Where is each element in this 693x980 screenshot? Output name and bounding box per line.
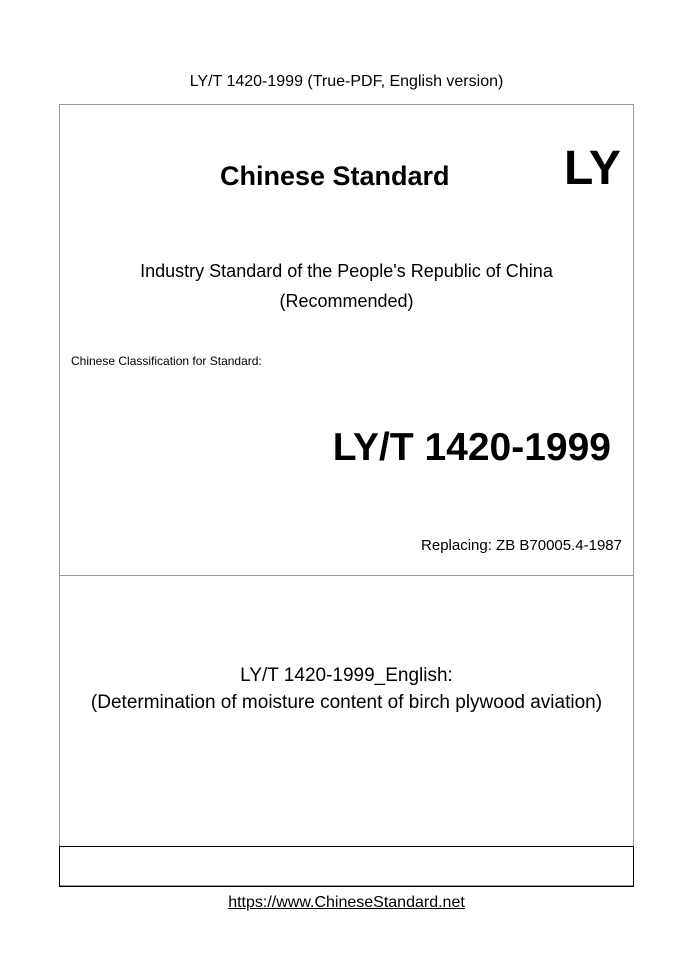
industry-standard-line: Industry Standard of the People's Republic of China bbox=[140, 261, 553, 281]
bottom-empty-box bbox=[59, 846, 634, 887]
english-title-section bbox=[60, 576, 633, 846]
cover-title: Chinese Standard bbox=[220, 161, 450, 191]
standard-number: LY/T 1420-1999 bbox=[332, 426, 611, 469]
document-header: LY/T 1420-1999 (True-PDF, English version) bbox=[189, 73, 504, 90]
replacing-note: Replacing: ZB B70005.4-1987 bbox=[421, 537, 622, 554]
website-link[interactable]: https://www.ChineseStandard.net bbox=[228, 894, 465, 911]
classification-label: Chinese Classification for Standard: bbox=[71, 354, 262, 368]
recommended-line: (Recommended) bbox=[279, 291, 414, 311]
footer bbox=[0, 893, 693, 913]
cover-frame bbox=[59, 104, 634, 886]
english-title-line-1: LY/T 1420-1999_English: bbox=[240, 665, 453, 686]
english-title-line-2: (Determination of moisture content of birch plywood aviation) bbox=[90, 692, 603, 713]
cover-top-section bbox=[60, 105, 633, 576]
category-code: LY bbox=[564, 142, 621, 195]
